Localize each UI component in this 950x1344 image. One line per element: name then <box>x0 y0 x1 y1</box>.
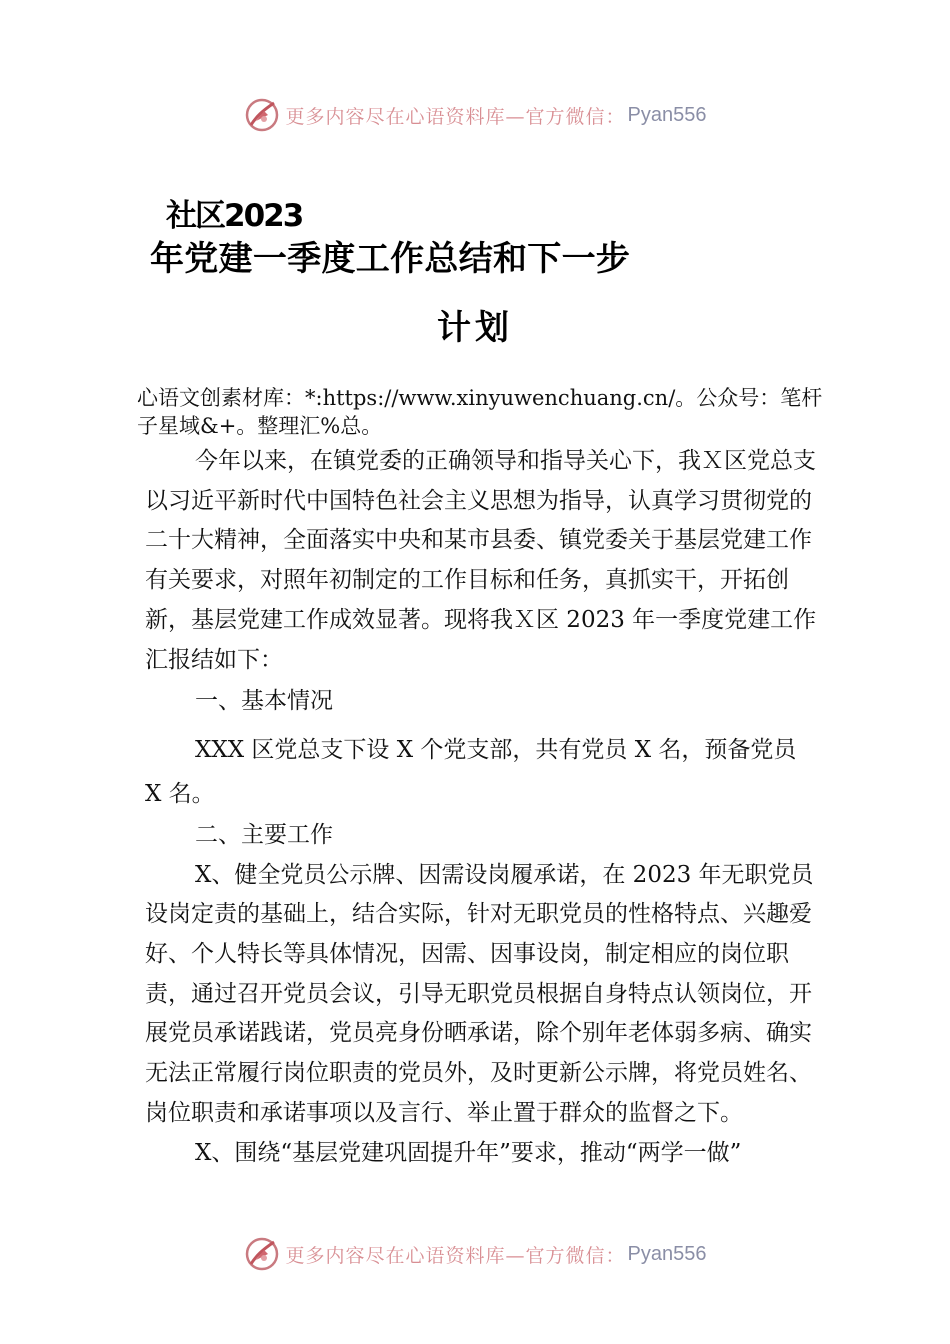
source-note: 心语文创素材库：*:https://www.xinyuwenchuang.cn/。公众号：笔杆子星域&+。整理汇%总。 <box>137 386 823 438</box>
paragraph-basic: XXX 区党总支下设 X 个党支部，共有党员 X 名，预备党员 X 名。 <box>145 736 797 807</box>
banner-wechat-id: Pyan556 <box>627 103 707 126</box>
brand-logo-icon <box>244 1236 280 1272</box>
title-overlap-text: 社区2023 <box>166 198 303 234</box>
page-title: 年党建一季度工作总结和下一步 <box>150 239 631 279</box>
document-body <box>145 442 820 1173</box>
paragraph-work-1: X、健全党员公示牌、因需设岗履承诺，在 2023 年无职党员设岗定责的基础上，结合实际，针对无职党员的性格特点、兴趣爱好、个人特长等具体情况，因需、因事设岗，制定相应的岗位职责，通过召开党员会议，引导无职党员根据自身特点认领岗位，开展党员承诺践诺，党员亮身份晒承诺，除个别年老体弱多病、确实无法正常履行岗位职责的党员外，及时更新公示牌，将党员姓名、岗位职责和承诺事项以及言行、举止置于群众的监督之下。 <box>145 861 814 1126</box>
page-title-continued: 计划 <box>437 308 513 348</box>
footer-banner <box>0 1232 950 1276</box>
banner-text: 更多内容尽在心语资料库—官方微信： <box>285 105 626 128</box>
banner-text: 更多内容尽在心语资料库—官方微信： <box>285 1244 626 1267</box>
section-heading-work: 二、主要工作 <box>195 821 333 848</box>
section-heading-basic: 一、基本情况 <box>195 688 333 715</box>
banner-wechat-id: Pyan556 <box>627 1242 707 1265</box>
brand-logo-icon <box>244 97 280 133</box>
paragraph-work-2: X、围绕“基层党建巩固提升年”要求，推动“两学一做” <box>195 1139 742 1166</box>
paragraph-intro: 今年以来，在镇党委的正确领导和指导关心下，我Ｘ区党总支以习近平新时代中国特色社会主义思想为指导，认真学习贯彻党的二十大精神，全面落实中央和某市县委、镇党委关于基层党建工作有关要求，对照年初制定的工作目标和任务，真抓实干，开拓创新，基层党建工作成效显著。现将我Ｘ区 2023 年一季度党建工作汇报结如下： <box>145 448 817 673</box>
header-banner <box>0 93 950 137</box>
